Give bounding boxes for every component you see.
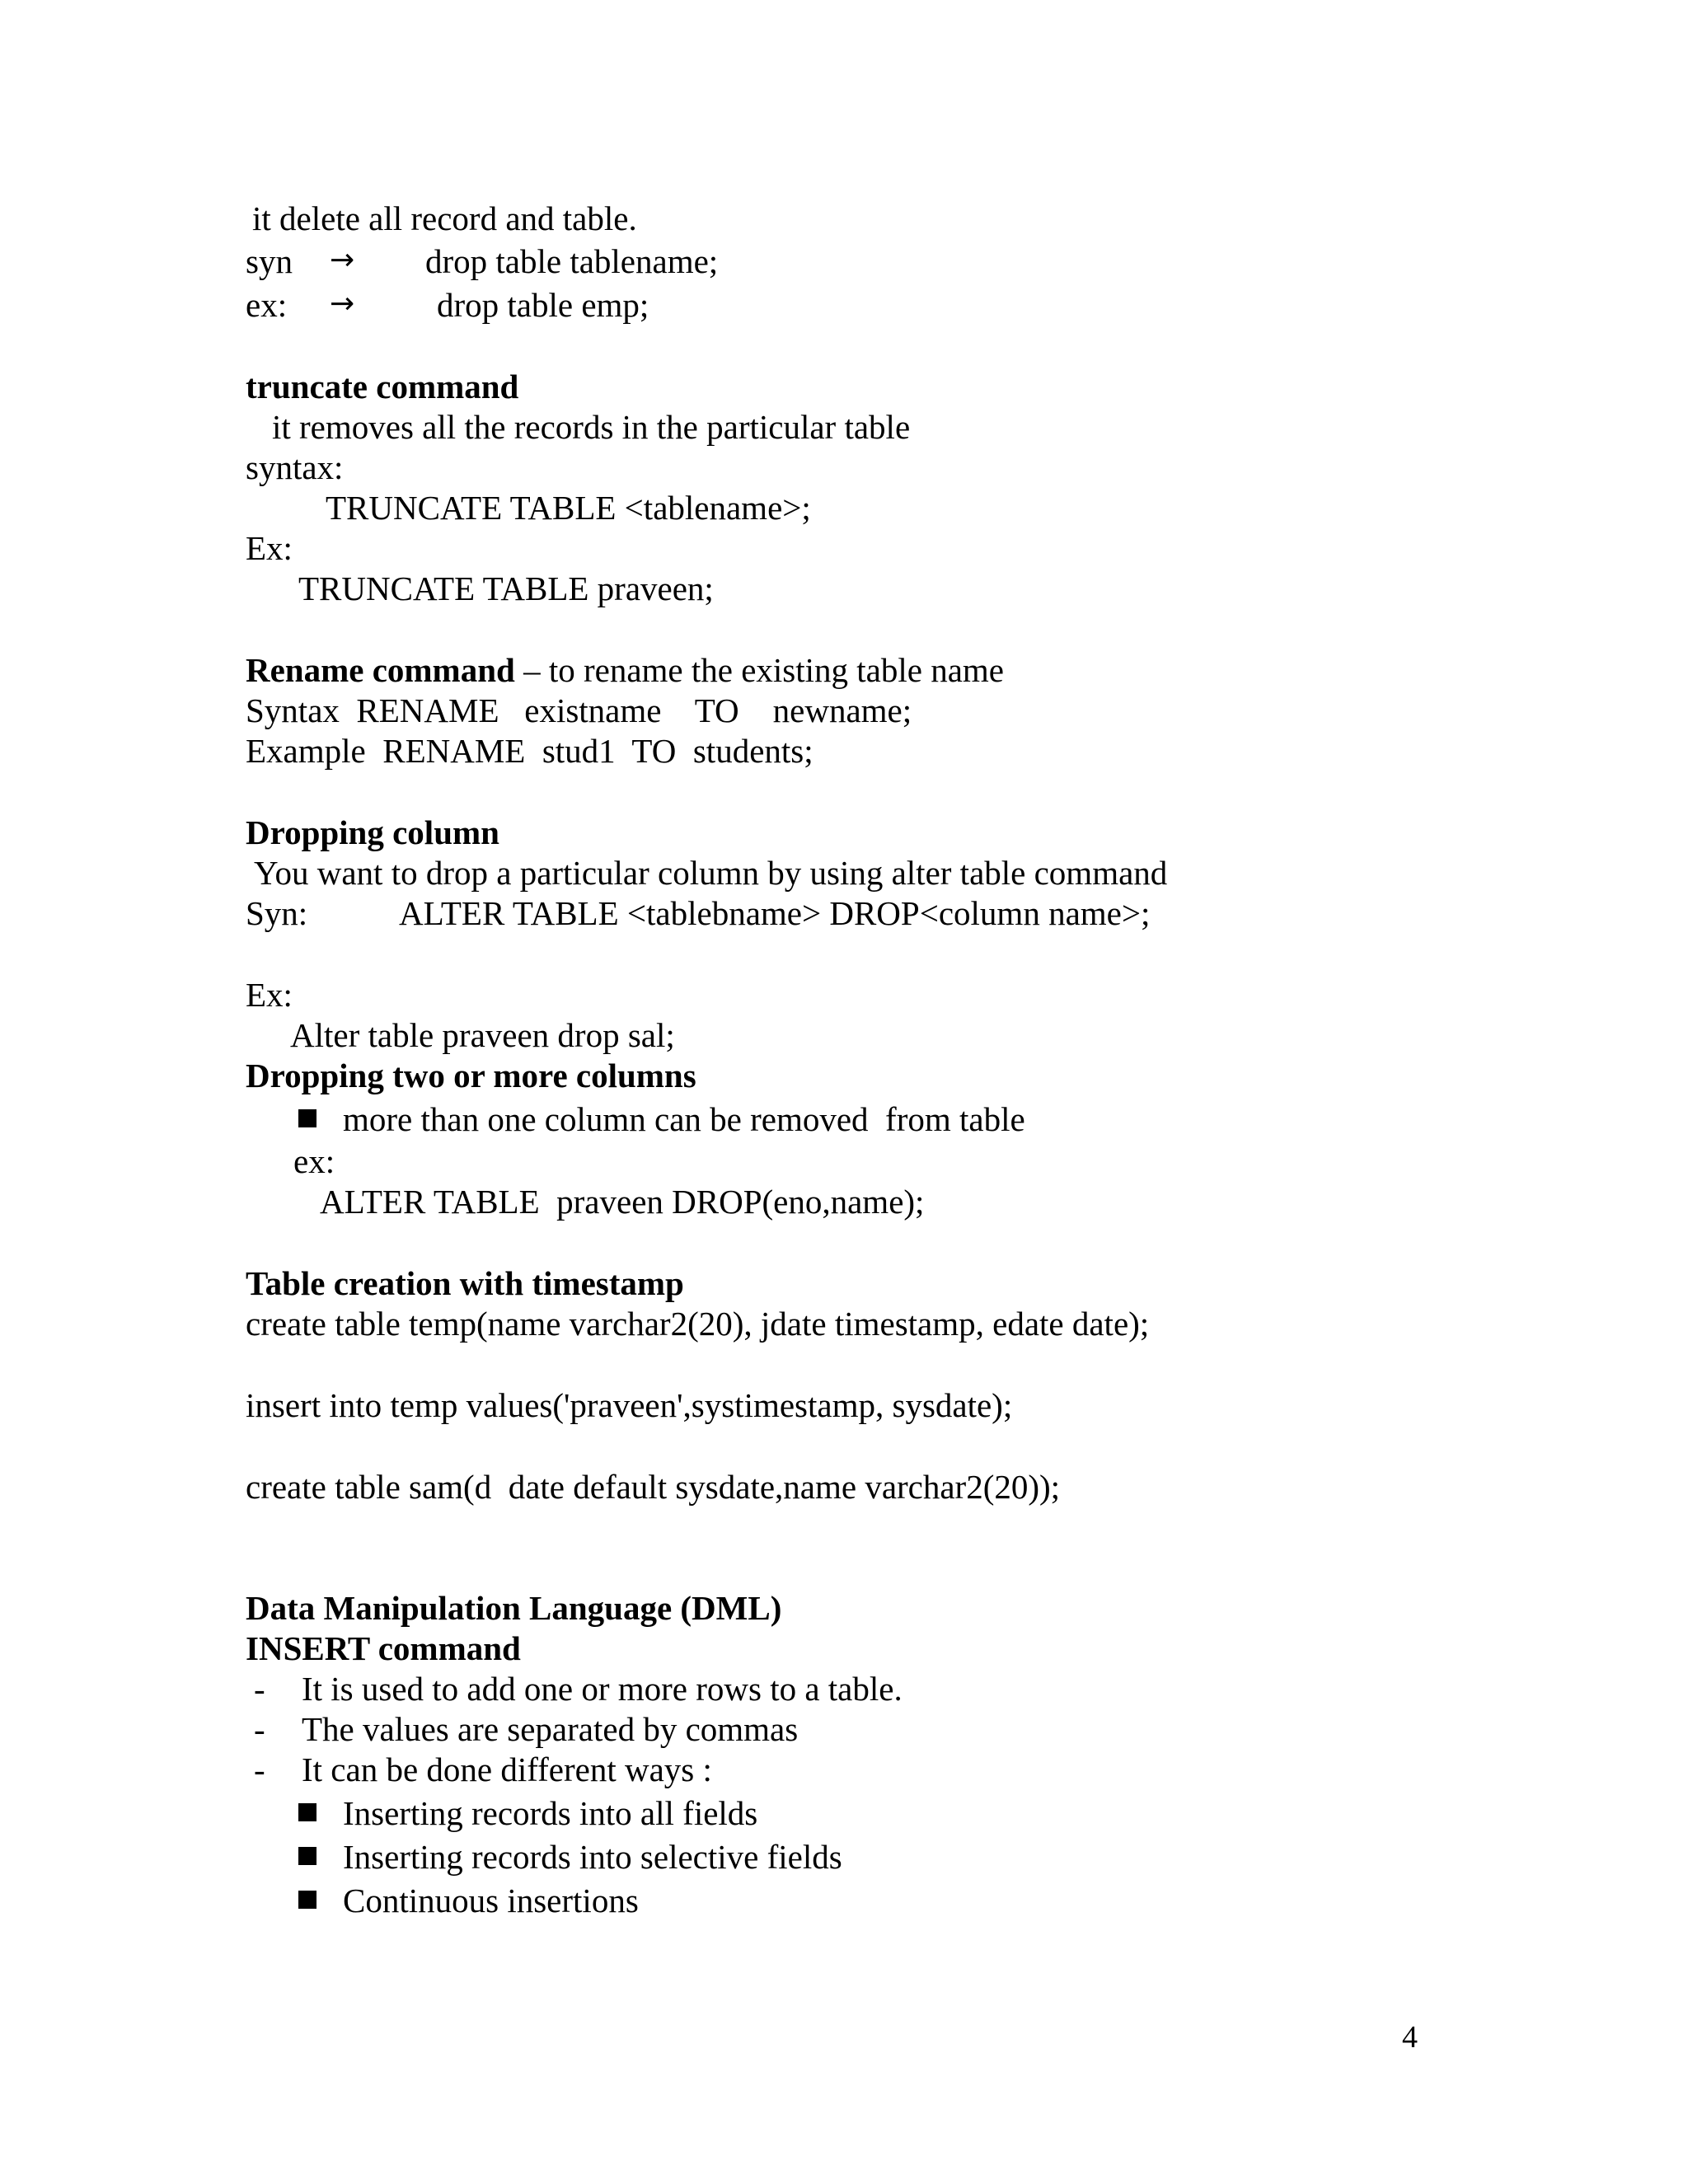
dash-icon: - — [254, 1710, 265, 1748]
rename-example: Example RENAME stud1 TO students; — [246, 732, 814, 770]
dml-bullet-item: Inserting records into selective fields — [343, 1838, 842, 1876]
dropcols-ex-label: ex: — [293, 1142, 335, 1180]
drop-description: it delete all record and table. — [252, 199, 637, 237]
timestamp-line-1: create table temp(name varchar2(20), jdate timestamp, edate date); — [246, 1305, 1150, 1343]
drop-ex-label: ex: — [246, 286, 288, 324]
truncate-syntax: TRUNCATE TABLE <tablename>; — [326, 489, 811, 527]
truncate-ex-label: Ex: — [246, 529, 293, 567]
truncate-syntax-label: syntax: — [246, 448, 344, 486]
timestamp-line-2: insert into temp values('praveen',systimestamp, sysdate); — [246, 1386, 1013, 1424]
bullet-square-icon — [298, 1109, 316, 1127]
timestamp-line-3: create table sam(d date default sysdate,name varchar2(20)); — [246, 1468, 1061, 1506]
bullet-square-icon — [298, 1891, 316, 1909]
rename-description: – to rename the existing table name — [514, 651, 1004, 689]
dml-bullet-item: Continuous insertions — [343, 1882, 639, 1919]
truncate-heading: truncate command — [246, 368, 519, 405]
dml-dash-item: The values are separated by commas — [302, 1710, 799, 1748]
dropcols-example: ALTER TABLE praveen DROP(eno,name); — [320, 1183, 925, 1221]
insert-heading: INSERT command — [246, 1629, 521, 1667]
drop-syn-text: drop table tablename; — [425, 242, 719, 280]
dash-icon: - — [254, 1750, 265, 1788]
dml-dash-item: It is used to add one or more rows to a table. — [302, 1670, 903, 1708]
truncate-description: it removes all the records in the particular table — [272, 408, 911, 446]
dml-dash-item: It can be done different ways : — [302, 1750, 712, 1788]
rename-syntax: Syntax RENAME existname TO newname; — [246, 691, 912, 729]
timestamp-heading: Table creation with timestamp — [246, 1264, 684, 1302]
dropcol-ex-label: Ex: — [246, 976, 293, 1014]
bullet-square-icon — [298, 1847, 316, 1865]
dropcol-syn-text: ALTER TABLE <tablebname> DROP<column name>; — [399, 894, 1151, 932]
dash-icon: - — [254, 1670, 265, 1708]
rename-heading-line — [246, 650, 1004, 690]
arrow-right-icon: → — [330, 243, 355, 277]
arrow-right-icon: → — [330, 287, 355, 321]
dropcols-heading: Dropping two or more columns — [246, 1057, 696, 1094]
rename-heading: Rename command — [246, 651, 515, 689]
truncate-example: TRUNCATE TABLE praveen; — [298, 569, 714, 607]
dropcols-bullet: more than one column can be removed from table — [343, 1100, 1025, 1138]
dml-heading: Data Manipulation Language (DML) — [246, 1589, 782, 1627]
dropcol-syn-label: Syn: — [246, 894, 308, 932]
drop-syn-label: syn — [246, 242, 293, 280]
dml-bullet-item: Inserting records into all fields — [343, 1794, 758, 1832]
drop-ex-text: drop table emp; — [437, 286, 649, 324]
dropcol-description: You want to drop a particular column by using alter table command — [254, 854, 1168, 892]
dropcol-example: Alter table praveen drop sal; — [290, 1016, 675, 1054]
dropcol-heading: Dropping column — [246, 813, 499, 851]
bullet-square-icon — [298, 1803, 316, 1821]
page-number: 4 — [1402, 2020, 1418, 2055]
